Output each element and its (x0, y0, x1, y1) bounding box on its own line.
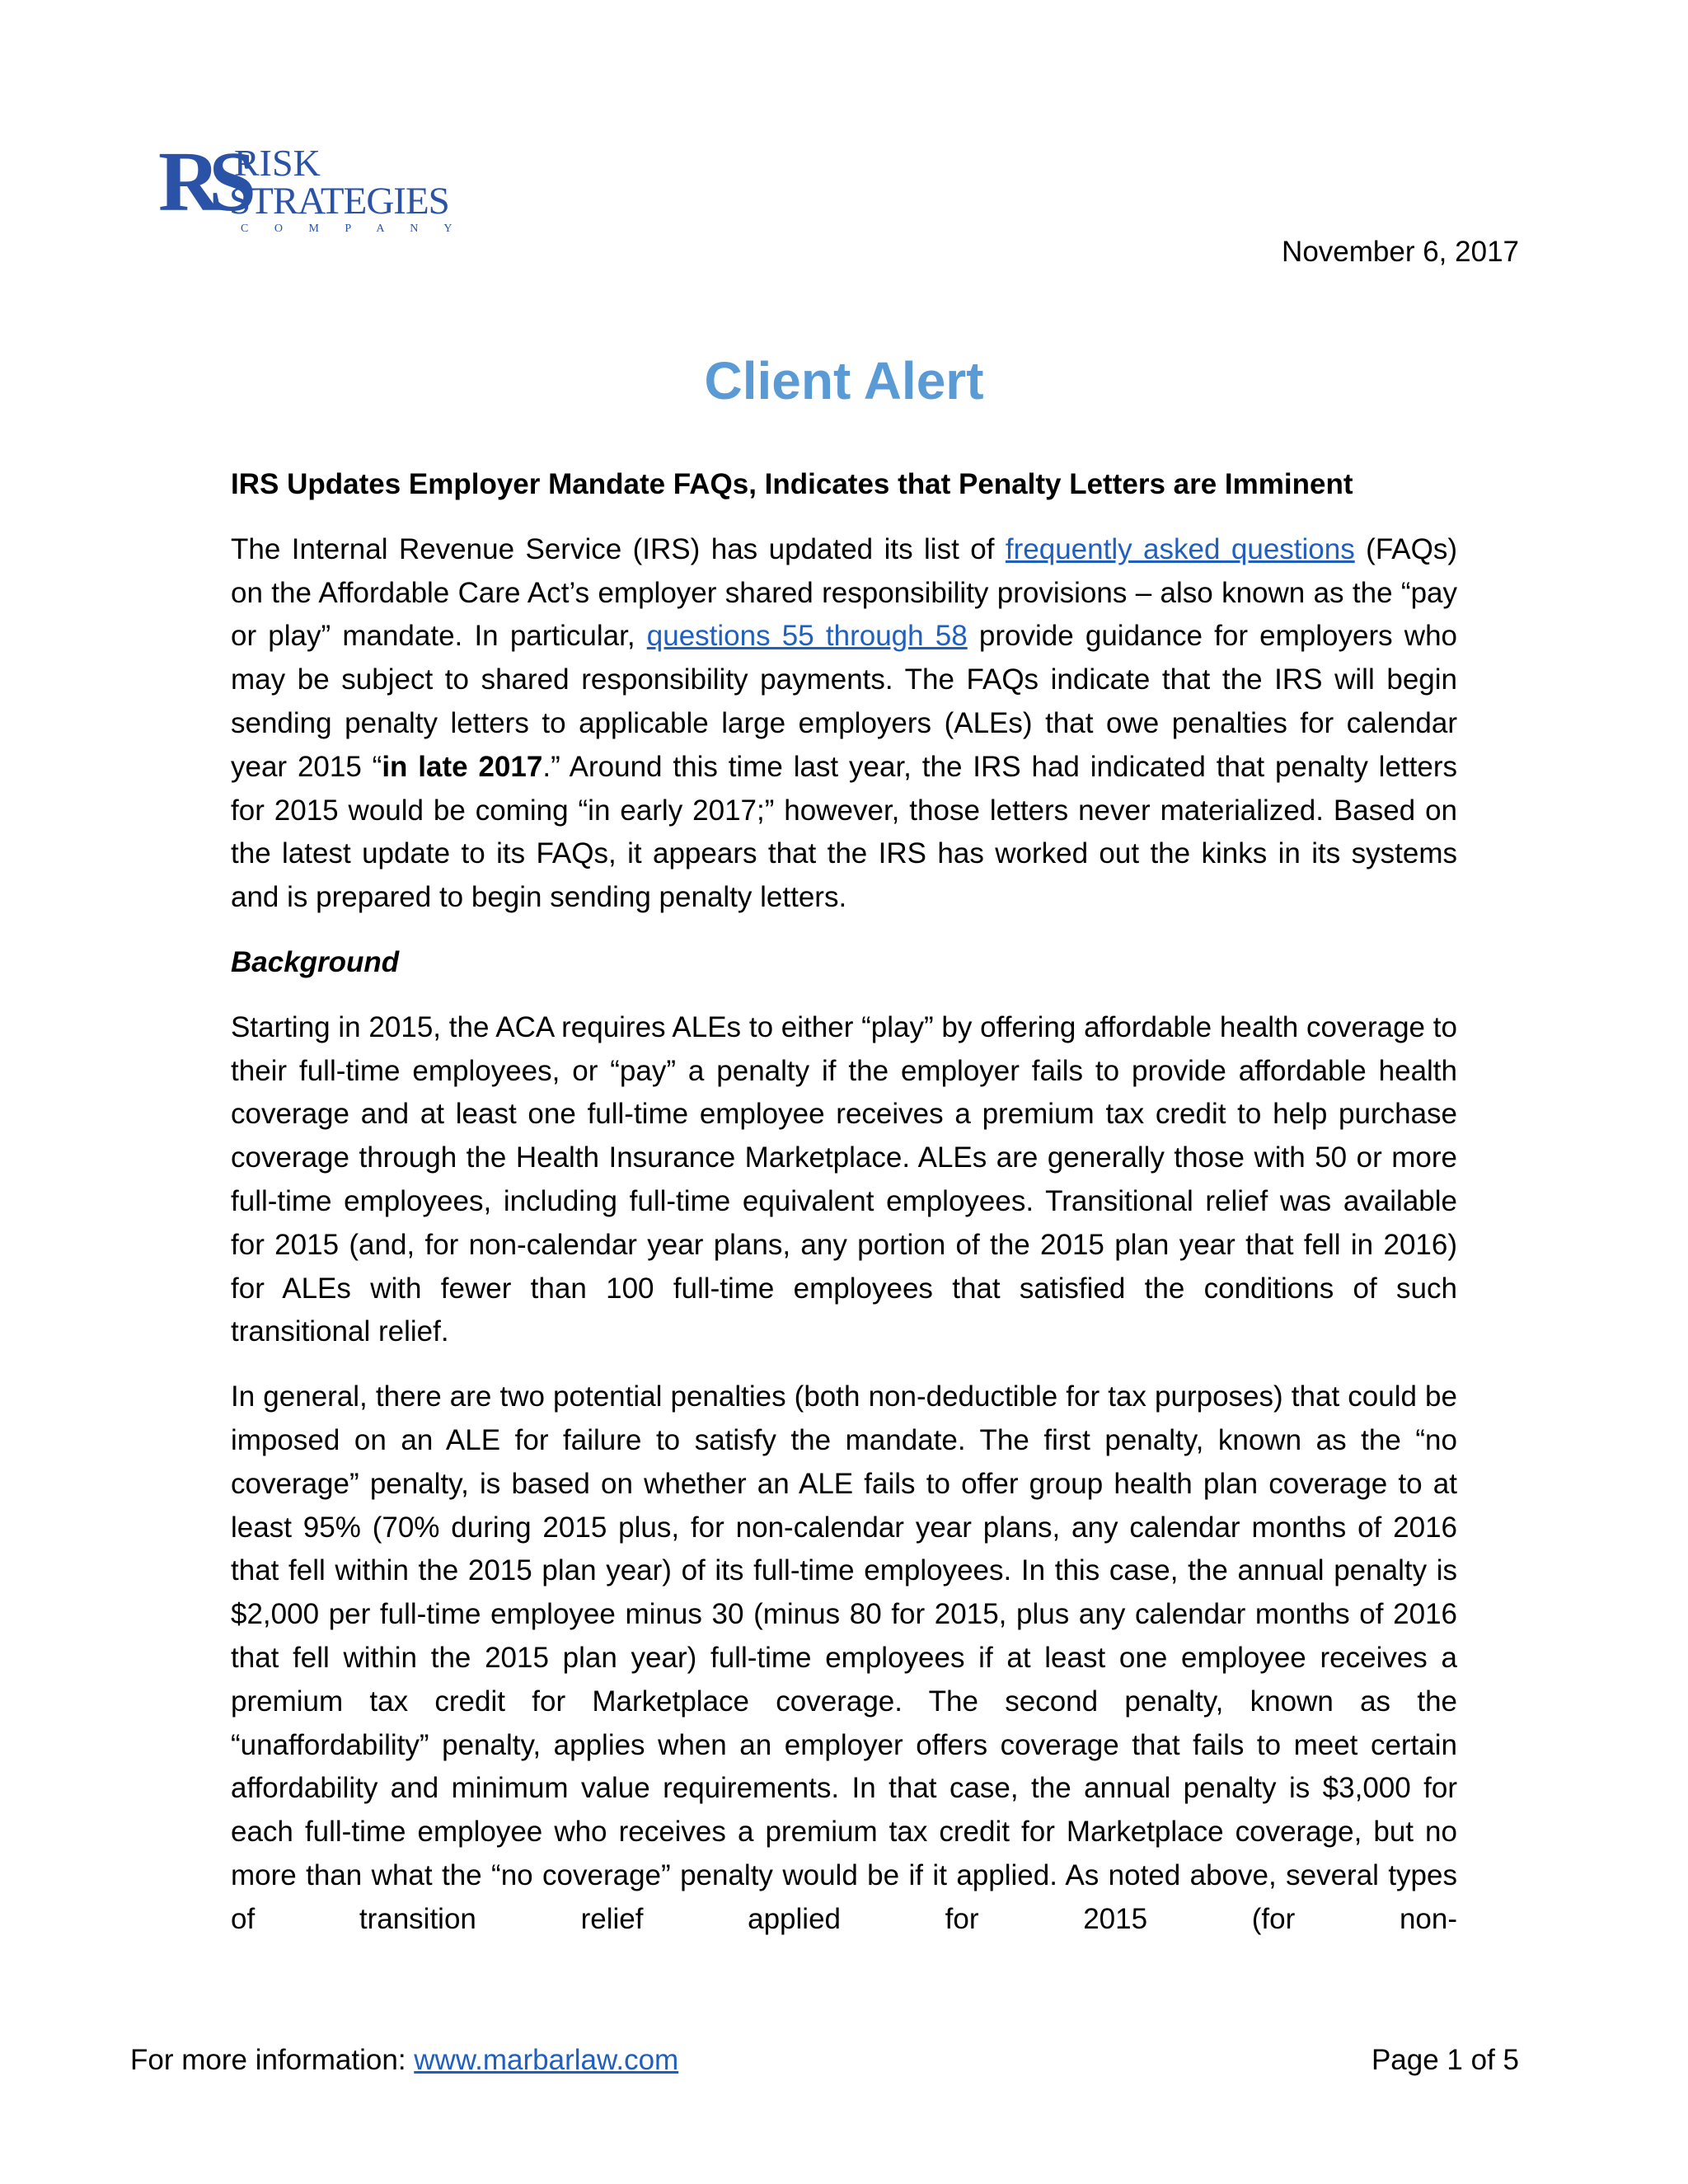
article-body (231, 463, 1457, 1942)
footer-contact (130, 2044, 678, 2077)
faq-link[interactable]: frequently asked questions (1005, 532, 1355, 565)
logo-monogram: RS (158, 134, 245, 229)
page-number: Page 1 of 5 (1371, 2044, 1519, 2076)
logo-word-strategies: STRATEGIES (229, 180, 449, 223)
background-paragraph-2: In general, there are two potential penalties (both non-deductible for tax purposes) that could be imposed on an ALE for failure to satisfy the mandate. The first penalty, known as the “no coverage” penalty, is based on whether an ALE fails to offer group health plan coverage to at least 95% (70% during 2015 plus, for non-calendar year plans, any calendar months of 2016 that fell within the 2015 plan year) of its full-time employees. In this case, the annual penalty is $2,000 per full-time employee minus 30 (minus 80 for 2015, plus any calendar months of 2016 that fell within the 2015 plan year) full-time employees if at least one employee receives a premium tax credit for Marketplace coverage. The second penalty, known as the “unaffordability” penalty, applies when an employer offers coverage that fails to meet certain affordability and minimum value requirements. In that case, the annual penalty is $3,000 for each full-time employee who receives a premium tax credit for Marketplace coverage, but no more than what the “no coverage” penalty would be if it applied. As noted above, several types of transition relief applied for 2015 (for non- (231, 1380, 1457, 1935)
logo-word-company: C O M P A N Y (241, 223, 464, 233)
article-headline: IRS Updates Employer Mandate FAQs, Indicates that Penalty Letters are Imminent (231, 468, 1353, 500)
questions-link[interactable]: questions 55 through 58 (646, 620, 968, 653)
emphasis-late-2017: in late 2017 (382, 750, 543, 783)
footer-label: For more information: (130, 2044, 415, 2076)
background-paragraph-1: Starting in 2015, the ACA requires ALEs to either “play” by offering affordable health coverage to their full-time employees, or “pay” a penalty if the employer fails to provide affordable health coverage and at least one full-time employee receives a premium tax credit to help purchase coverage through the Health Insurance Marketplace. ALEs are generally those with 50 or more full-time employees, including full-time equivalent employees. Transitional relief was available for 2015 (and, for non-calendar year plans, any portion of the 2015 plan year that fell in 2016) for ALEs with fewer than 100 full-time employees that satisfied the conditions of such transitional relief. (231, 1010, 1457, 1348)
page-title: Client Alert (704, 351, 984, 410)
footer-website-link[interactable]: www.marbarlaw.com (414, 2044, 679, 2076)
company-logo (158, 134, 488, 233)
background-heading: Background (231, 945, 400, 978)
logo-word-risk: RISK (234, 142, 321, 184)
document-date: November 6, 2017 (1282, 236, 1519, 268)
intro-paragraph: The Internal Revenue Service (IRS) has updated its list of frequently asked questions (FAQs) on the Affordable Care Act’s employer shared responsibility provisions – also known as the “pay or play” mandate. In particular, questions 55 through 58 provide guidance for employers who may be subject to shared responsibility payments. The FAQs indicate that the IRS will begin sending penalty letters to applicable large employers (ALEs) that owe penalties for calendar year 2015 “in late 2017.” Around this time last year, the IRS had indicated that penalty letters for 2015 would be coming “in early 2017;” however, those letters never materialized. Based on the latest update to its FAQs, it appears that the IRS has worked out the kinks in its systems and is prepared to begin sending penalty letters. (231, 532, 1457, 914)
